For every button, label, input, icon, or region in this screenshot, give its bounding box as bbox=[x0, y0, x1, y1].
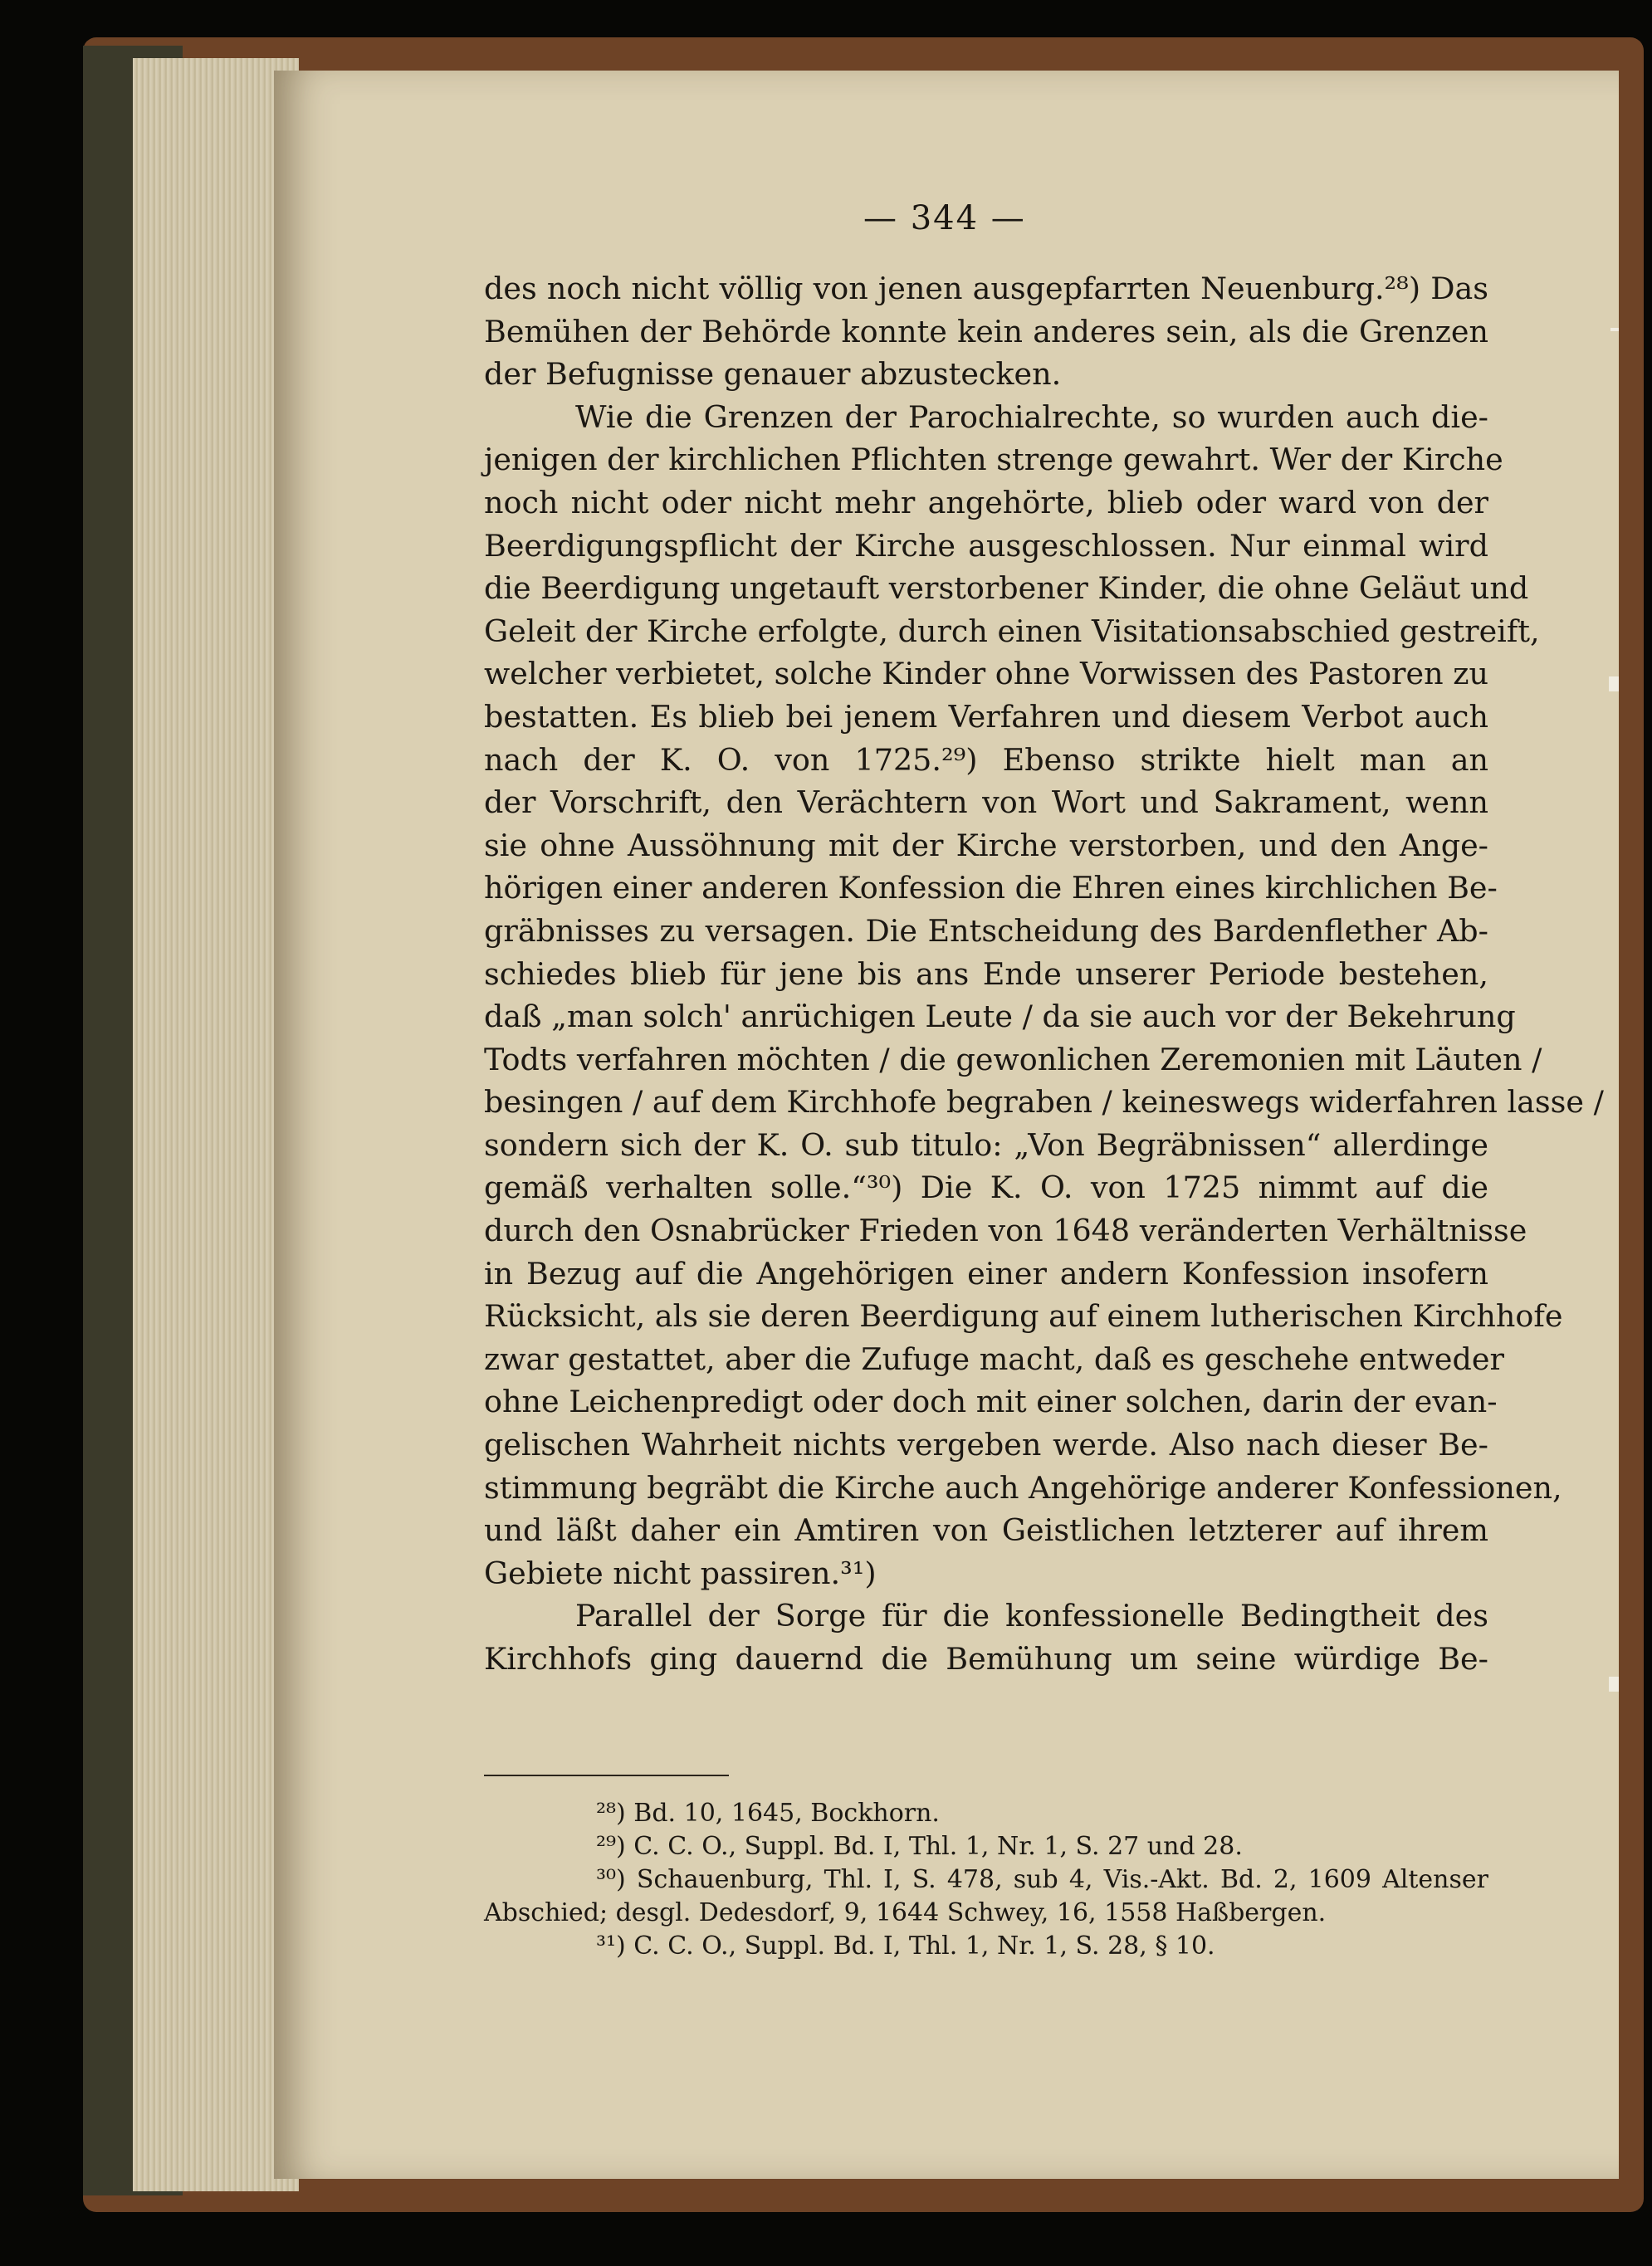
text-line: in Bezug auf die Angehörigen einer andern Konfession insofern bbox=[484, 1255, 1488, 1292]
text-line: durch den Osnabrücker Frieden von 1648 veränderten Verhältnisse bbox=[484, 1213, 1527, 1249]
text-line: gelischen Wahrheit nichts vergeben werde. Also nach dieser Be- bbox=[484, 1427, 1488, 1463]
page-number: — 344 — bbox=[863, 199, 1026, 237]
text-line: Wie die Grenzen der Parochialrechte, so wurden auch die- bbox=[575, 398, 1488, 435]
text-line: die Beerdigung ungetauft verstorbener Kinder, die ohne Geläut und bbox=[484, 570, 1529, 607]
text-line: Bemühen der Behörde konnte kein anderes sein, als die Grenzen bbox=[484, 313, 1488, 349]
text-line: sie ohne Aussöhnung mit der Kirche verstorben, und den Ange- bbox=[484, 827, 1488, 863]
text-line: gräbnisses zu versagen. Die Entscheidung des Bardenflether Ab- bbox=[484, 912, 1488, 949]
text-line: Parallel der Sorge für die konfessionelle Bedingtheit des bbox=[575, 1598, 1488, 1634]
text-line: ohne Leichenpredigt oder doch mit einer solchen, darin der evan- bbox=[484, 1384, 1498, 1420]
text-line: schiedes blieb für jene bis ans Ende unserer Periode bestehen, bbox=[484, 955, 1488, 992]
text-line: stimmung begräbt die Kirche auch Angehörige anderer Konfessionen, bbox=[484, 1469, 1562, 1506]
text-line: besingen / auf dem Kirchhofe begraben / keineswegs widerfahren lasse / bbox=[484, 1084, 1604, 1121]
page-mark bbox=[1609, 1677, 1619, 1692]
text-line: Kirchhofs ging dauernd die Bemühung um seine würdige Be- bbox=[484, 1641, 1488, 1677]
footnote-divider bbox=[484, 1775, 729, 1776]
footnotes bbox=[484, 1797, 1488, 1963]
text-line: zwar gestattet, aber die Zufuge macht, daß es geschehe entweder bbox=[484, 1341, 1504, 1377]
footnote: ³⁰) Schauenburg, Thl. I, S. 478, sub 4, Vis.-Akt. Bd. 2, 1609 Altenser bbox=[596, 1865, 1488, 1894]
page-mark bbox=[1610, 328, 1619, 331]
text-line: des noch nicht völlig von jenen ausgepfarrten Neuenburg.²⁸) Das bbox=[484, 271, 1488, 306]
page-mark bbox=[1609, 676, 1619, 691]
text-line: nach der K. O. von 1725.²⁹) Ebenso strikte hielt man an bbox=[484, 741, 1488, 778]
text-line: und läßt daher ein Amtiren von Geistlichen letzterer auf ihrem bbox=[484, 1512, 1488, 1549]
text-line: gemäß verhalten solle.“³⁰) Die K. O. von 1725 nimmt auf die bbox=[484, 1170, 1488, 1206]
body-text bbox=[484, 267, 1604, 1681]
footnote: ²⁸) Bd. 10, 1645, Bockhorn. bbox=[596, 1799, 940, 1828]
text-line: jenigen der kirchlichen Pflichten strenge gewahrt. Wer der Kirche bbox=[484, 442, 1503, 478]
text-line: Geleit der Kirche erfolgte, durch einen Visitationsabschied gestreift, bbox=[484, 613, 1540, 649]
text-line: hörigen einer anderen Konfession die Ehren eines kirchlichen Be- bbox=[484, 870, 1498, 906]
text-line: noch nicht oder nicht mehr angehörte, blieb oder ward von der bbox=[484, 484, 1488, 520]
text-line: Beerdigungspflicht der Kirche ausgeschlossen. Nur einmal wird bbox=[484, 527, 1488, 564]
footnote-continuation: Abschied; desgl. Dedesdorf, 9, 1644 Schwey, 16, 1558 Haßbergen. bbox=[484, 1898, 1327, 1927]
text-line: der Befugnisse genauer abzustecken. bbox=[484, 356, 1062, 393]
text-line: daß „man solch' anrüchigen Leute / da sie auch vor der Bekehrung bbox=[484, 999, 1516, 1035]
footnote: ²⁹) C. C. O., Suppl. Bd. I, Thl. 1, Nr. 1, S. 27 und 28. bbox=[596, 1832, 1243, 1861]
footnote: ³¹) C. C. O., Suppl. Bd. I, Thl. 1, Nr. 1, S. 28, § 10. bbox=[596, 1931, 1215, 1961]
text-line: Rücksicht, als sie deren Beerdigung auf einem lutherischen Kirchhofe bbox=[484, 1298, 1563, 1335]
text-line: sondern sich der K. O. sub titulo: „Von Begräbnissen“ allerdinge bbox=[484, 1126, 1488, 1163]
text-line: bestatten. Es blieb bei jenem Verfahren und diesem Verbot auch bbox=[484, 698, 1488, 735]
text-line: Todts verfahren möchten / die gewonlichen Zeremonien mit Läuten / bbox=[484, 1041, 1542, 1077]
text-line: welcher verbietet, solche Kinder ohne Vorwissen des Pastoren zu bbox=[484, 656, 1488, 692]
text-line: Gebiete nicht passiren.³¹) bbox=[484, 1555, 877, 1591]
text-line: der Vorschrift, den Verächtern von Wort und Sakrament, wenn bbox=[484, 784, 1488, 821]
